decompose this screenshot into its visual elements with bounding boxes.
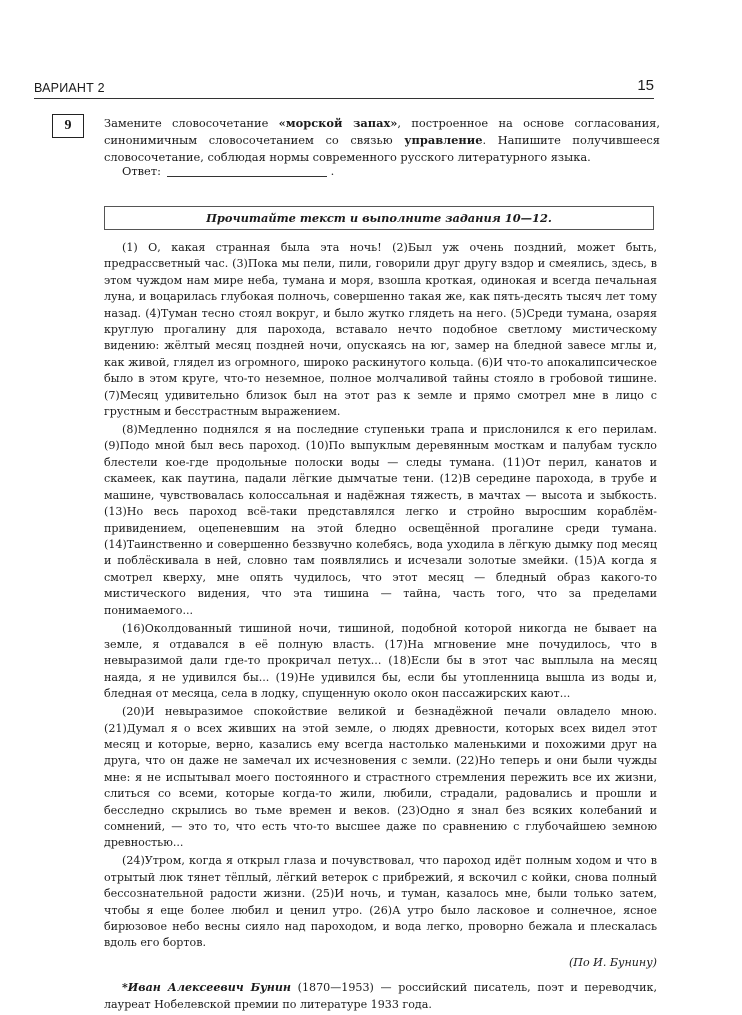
task-bold-word: управление — [404, 133, 483, 147]
task-number-box: 9 — [52, 114, 84, 138]
answer-line — [122, 164, 334, 178]
task-text-part: , построенное на основе согласования, синонимичным словосочетанием со связью — [104, 116, 660, 147]
text-source: (По И. Бунину) — [568, 955, 657, 969]
answer-label: Ответ: — [122, 164, 161, 178]
text-paragraph: (16)Околдованный тишиной ночи, тишиной, подобной которой никогда не бывает на земле, я отдавался в её полную власть. (17)На мгновение мне почудилось, что в невыразимой дали где-то прокричал петух... (18)Если бы в этот час выплыла на месяц наяда, я не удивился бы... (19)Не удивился бы, если бы утопленница вышла из воды и, бледная от месяца, села в лодку, спущенную около окон пассажирских кают... — [104, 621, 657, 701]
answer-blank[interactable] — [167, 164, 327, 177]
reading-text — [104, 240, 657, 1015]
author-name: *Иван Алексеевич Бунин — [122, 981, 292, 995]
text-paragraph: (1) О, какая странная была эта ночь! (2)Был уж очень поздний, может быть, предрассветный час. (3)Пока мы пели, пили, говорили друг другу вздор и смеялись, здесь, в этом чуждом нам мире неба, тумана и моря, взошла кроткая, одинокая и всегда печальная луна, и воцарилась глубокая полночь, совершенно такая же, как пять-десять тысяч лет тому назад. (4)Туман тесно стоял вокруг, и было жутко глядеть на него. (5)Среди тумана, озаряя круглую прогалину для парохода, вставало нечто подобное светлому мистическому видению: жёлтый месяц поздней ночи, опускаясь на юг, замер на бледной завесе мглы и, как живой, глядел из огромного, широко раскинутого кольца. (6)И что-то апокалипсическое было в этом круге, что-то неземное, полное молчаливой тайны стояло в гробовой тишине. (7)Месяц удивительно близок был на этот раз к земле и прямо смотрел мне в лицо с грустным и бесстрастным выражением. — [104, 241, 657, 419]
text-paragraph: (8)Медленно поднялся я на последние ступеньки трапа и прислонился к его перилам. (9)Подо мной был весь пароход. (10)По выпуклым деревянным мосткам и палубам тускло блестели кое-где продольные полоски воды — следы тумана. (11)От перил, канатов и скамеек, как паутина, падали лёгкие дымчатые тени. (12)В середине парохода, в трубе и машине, чувствовалась колоссальная и надёжная тяжесть, в мачтах — высота и зыбкость. (13)Но весь пароход всё-таки представлялся легко и стройно выросшим кораблём-привидением, оцепеневшим на этой бледно освещённой прогалине среди тумана. (14)Таинственно и совершенно беззвучно колебясь, вода уходила в лёгкую дымку под месяц и поблёскивала в ней, словно там появлялись и исчезали золотые змейки. (15)А когда я смотрел кверху, мне опять чудилось, что этот месяц — бледный образ какого-то мистического видения, что эта тишина — тайна, часть того, что за пределами понимаемого... — [104, 423, 657, 617]
task-text-part: Замените словосочетание — [104, 116, 279, 130]
variant-label: ВАРИАНТ 2 — [34, 81, 105, 95]
author-bio — [104, 980, 657, 1013]
instruction-box: Прочитайте текст и выполните задания 10—12. — [104, 206, 654, 230]
author-bio-text: (1870—1953) — российский писатель, поэт и переводчик, лауреат Нобелевской премии по литературе 1933 года. — [104, 981, 657, 1011]
task-text-part: . Напишите получившееся словосочетание, соблюдая нормы современного русского литературного языка. — [104, 133, 660, 164]
task-bold-phrase: «морской запах» — [278, 116, 398, 130]
text-paragraph: (20)И невыразимое спокойствие великой и безнадёжной печали овладело мною. (21)Думал я о всех живших на этой земле, о людях древности, которых всех видел этот месяц и которые, верно, казались ему всегда настолько маленькими и похожими друг на друга, что он даже не замечал их исчезновения с земли. (22)Но теперь и они были чужды мне: я не испытывал моего постоянного и страстного стремления пережить все их жизни, слиться со всеми, которые когда-то жили, любили, страдали, радовались и прошли и бесследно скрылись во тьме времен и веков. (23)Одно я знал без всяких колебаний и сомнений, — это то, что есть что-то высшее даже по сравнению с глубочайшею земною древностью... — [104, 705, 657, 850]
answer-end: . — [330, 164, 335, 178]
page-number: 15 — [637, 77, 654, 94]
header-divider — [34, 98, 654, 99]
task-9-text — [104, 115, 660, 166]
text-paragraph: (24)Утром, когда я открыл глаза и почувствовал, что пароход идёт полным ходом и что в отрытый люк тянет тёплый, лёгкий ветерок с прибрежий, я вскочил с койки, снова полный бессознательной радости жизни. (25)И ночь, и туман, казалось мне, были только затем, чтобы я еще более любил и ценил утро. (26)А утро было ласковое и солнечное, ясное бирюзовое небо весны сияло над пароходом, и вода легко, проворно бежала и плескалась вдоль его бортов. — [104, 854, 657, 950]
